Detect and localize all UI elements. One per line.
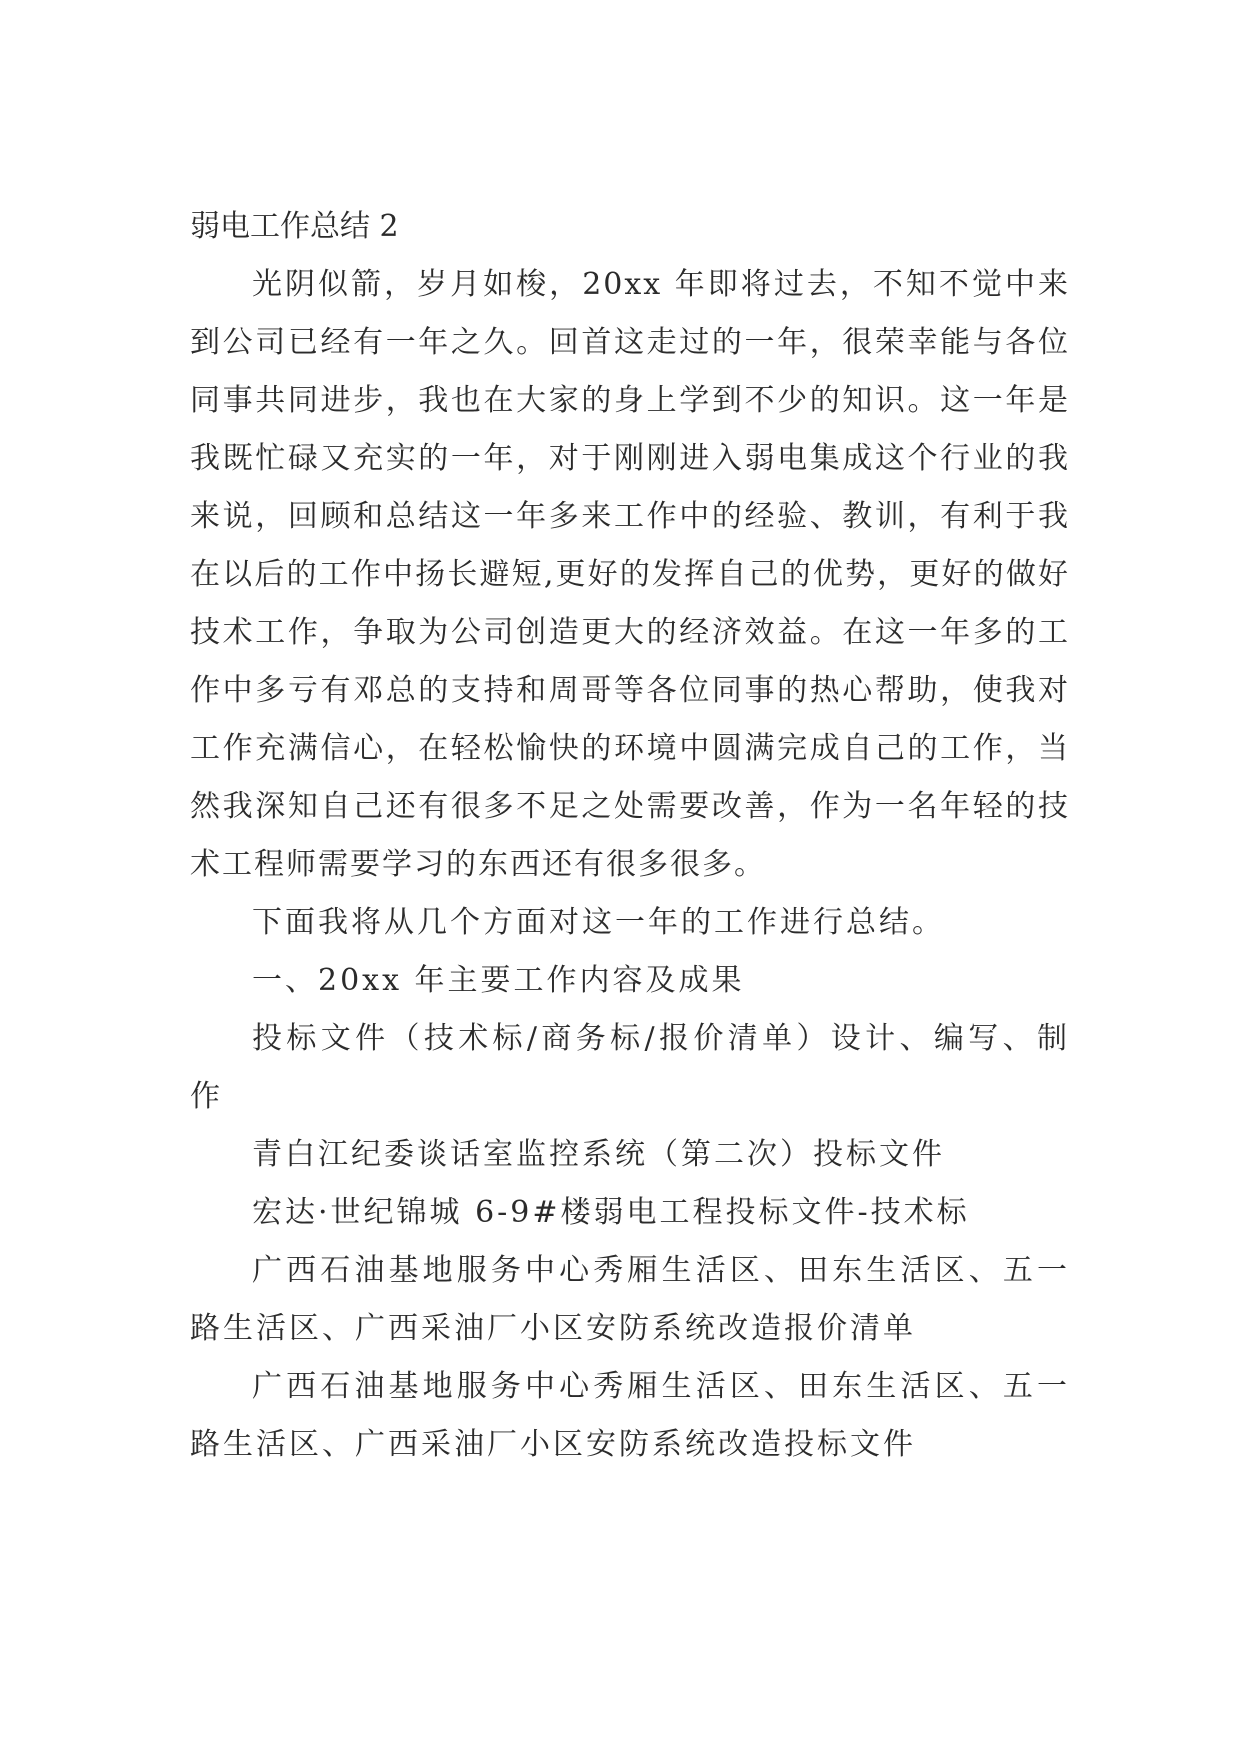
project-item-guangxi-quote: 广西石油基地服务中心秀厢生活区、田东生活区、五一路生活区、广西采油厂小区安防系统改造报价清单 xyxy=(190,1253,1070,1346)
project-item-qingbaijiang: 青白江纪委谈话室监控系统（第二次）投标文件 xyxy=(252,1137,945,1172)
project-item-hongda: 宏达·世纪锦城 6-9#楼弱电工程投标文件-技术标 xyxy=(252,1195,970,1230)
document-body xyxy=(190,198,1070,1474)
intro-paragraph: 光阴似箭，岁月如梭，20xx 年即将过去，不知不觉中来到公司已经有一年之久。回首这走过的一年，很荣幸能与各位同事共同进步，我也在大家的身上学到不少的知识。这一年是我既忙碌又充实的一年，对于刚刚进入弱电集成这个行业的我来说，回顾和总结这一年多来工作中的经验、教训，有利于我在以后的工作中扬长避短,更好的发挥自己的优势，更好的做好技术工作，争取为公司创造更大的经济效益。在这一年多的工作中多亏有邓总的支持和周哥等各位同事的热心帮助，使我对工作充满信心，在轻松愉快的环境中圆满完成自己的工作，当然我深知自己还有很多不足之处需要改善，作为一名年轻的技术工程师需要学习的东西还有很多很多。 xyxy=(190,267,1070,882)
section-heading-main-work: 一、20xx 年主要工作内容及成果 xyxy=(252,963,745,998)
document-title: 弱电工作总结 2 xyxy=(190,209,399,244)
bid-documents-paragraph: 投标文件（技术标/商务标/报价清单）设计、编写、制作 xyxy=(190,1021,1070,1114)
project-item-guangxi-bid: 广西石油基地服务中心秀厢生活区、田东生活区、五一路生活区、广西采油厂小区安防系统改造投标文件 xyxy=(190,1369,1070,1462)
summary-lead-paragraph: 下面我将从几个方面对这一年的工作进行总结。 xyxy=(252,905,945,940)
